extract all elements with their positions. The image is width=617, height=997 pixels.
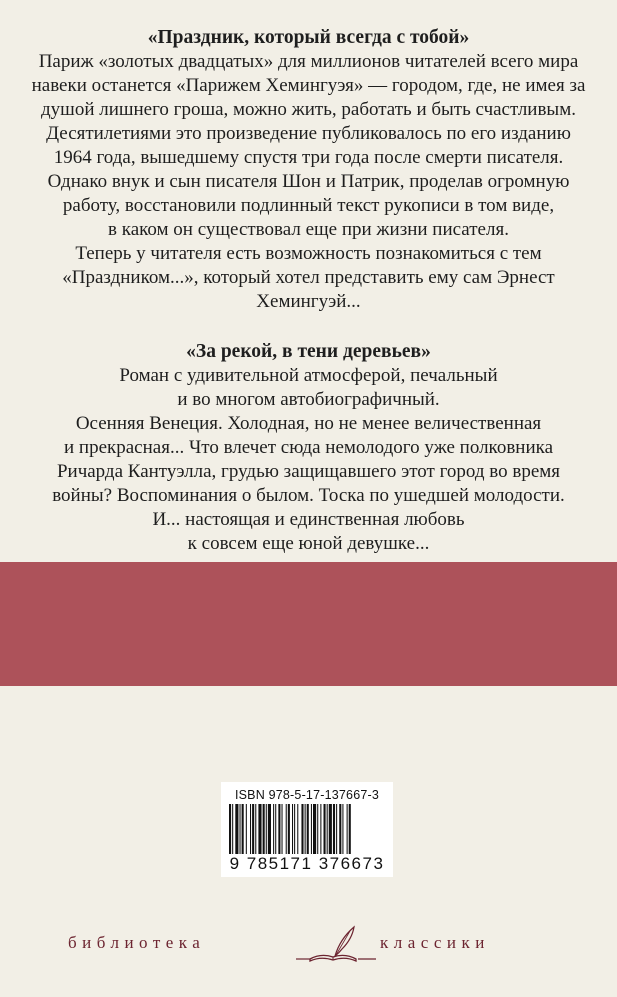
book1-line: навеки останется «Парижем Хемингуэя» — городом, где, не имея за xyxy=(31,75,586,96)
barcode-bar xyxy=(263,804,265,854)
book2-line: и во многом автобиографичный. xyxy=(177,389,440,410)
isbn-label: ISBN 978-5-17-137667-3 xyxy=(234,788,380,802)
book1-description xyxy=(0,50,617,314)
barcode-bar xyxy=(342,804,343,854)
barcode-bar xyxy=(339,804,341,854)
book1-line: Теперь у читателя есть возможность познакомиться с тем xyxy=(75,243,542,264)
book2-title: «За рекой, в тени деревьев» xyxy=(186,341,431,362)
book1-line: в каком он существовал еще при жизни писателя. xyxy=(108,219,509,240)
barcode-bar xyxy=(301,804,303,854)
book1-line: «Праздником...», который хотел представить ему сам Эрнест xyxy=(62,267,555,288)
barcode-bar xyxy=(242,804,244,854)
book1-line: работу, восстановили подлинный текст рукописи в том виде, xyxy=(62,195,555,216)
book1-line: Десятилетиями это произведение публиковалось по его изданию xyxy=(46,123,571,144)
barcode-bar xyxy=(258,804,261,854)
barcode-bar xyxy=(292,804,293,854)
barcode-bar xyxy=(266,804,267,854)
book2-annotation xyxy=(0,340,617,556)
barcode-bar xyxy=(336,804,337,854)
book2-description xyxy=(0,364,617,556)
barcode-bar xyxy=(240,804,241,854)
barcode-bar xyxy=(255,804,256,854)
barcode-bar xyxy=(268,804,271,854)
book2-line: Ричарда Кантуэлла, грудью защищавшего этот город во время xyxy=(56,461,561,482)
barcode-bar xyxy=(278,804,280,854)
book2-line: к совсем еще юной девушке... xyxy=(187,533,430,554)
barcode-bar xyxy=(311,804,312,854)
book1-annotation xyxy=(0,26,617,314)
book2-line: и прекрасная... Что влечет сюда немолодого уже полковника xyxy=(63,437,554,458)
book1-line: душой лишнего гроша, можно жить, работать и быть счастливым. xyxy=(41,99,576,120)
series-logo xyxy=(0,925,617,965)
barcode-bar xyxy=(286,804,287,854)
barcode-block xyxy=(221,782,393,877)
barcode-bar xyxy=(327,804,328,854)
book-quill-icon xyxy=(296,923,376,967)
barcode-bar xyxy=(313,804,316,854)
barcode-bar xyxy=(329,804,332,854)
barcode-bar xyxy=(275,804,276,854)
book1-line: Хемингуэй... xyxy=(256,291,361,312)
book1-line: Однако внук и сын писателя Шон и Патрик, проделав огромную xyxy=(47,171,570,192)
barcode-digits: 9 785171 376673 xyxy=(229,854,385,873)
book2-line: Роман с удивительной атмосферой, печальный xyxy=(119,365,498,386)
barcode-bar xyxy=(349,804,351,854)
barcode-bar xyxy=(320,804,321,854)
book2-line: Осенняя Венеция. Холодная, но не менее величественная xyxy=(75,413,542,434)
book2-line: войны? Воспоминания о былом. Тоска по ушедшей молодости. xyxy=(52,485,565,506)
series-name-right: классики xyxy=(380,933,490,952)
barcode-bar xyxy=(229,804,231,854)
barcode-bar xyxy=(252,804,254,854)
barcode-bar xyxy=(347,804,348,854)
book1-line: Париж «золотых двадцатых» для миллионов читателей всего мира xyxy=(38,51,579,72)
barcode-bar xyxy=(232,804,233,854)
barcode-bar xyxy=(294,804,295,854)
series-name-left: библиотека xyxy=(68,933,206,952)
barcode-bar xyxy=(246,804,247,854)
barcode-bar xyxy=(333,804,335,854)
book1-line: 1964 года, вышедшему спустя три года после смерти писателя. xyxy=(53,147,564,168)
barcode-bar xyxy=(235,804,238,854)
barcode-bar xyxy=(317,804,318,854)
barcode-bar xyxy=(288,804,290,854)
barcode-bar xyxy=(305,804,306,854)
book1-title: «Праздник, который всегда с тобой» xyxy=(147,27,470,48)
book2-line: И... настоящая и единственная любовь xyxy=(152,509,465,530)
barcode-bar xyxy=(297,804,298,854)
decorative-band xyxy=(0,562,617,686)
barcode-bar xyxy=(324,804,326,854)
barcode-bars xyxy=(227,804,387,854)
barcode-bar xyxy=(250,804,251,854)
barcode-bar xyxy=(282,804,283,854)
barcode-bar xyxy=(273,804,274,854)
barcode-bar xyxy=(307,804,309,854)
